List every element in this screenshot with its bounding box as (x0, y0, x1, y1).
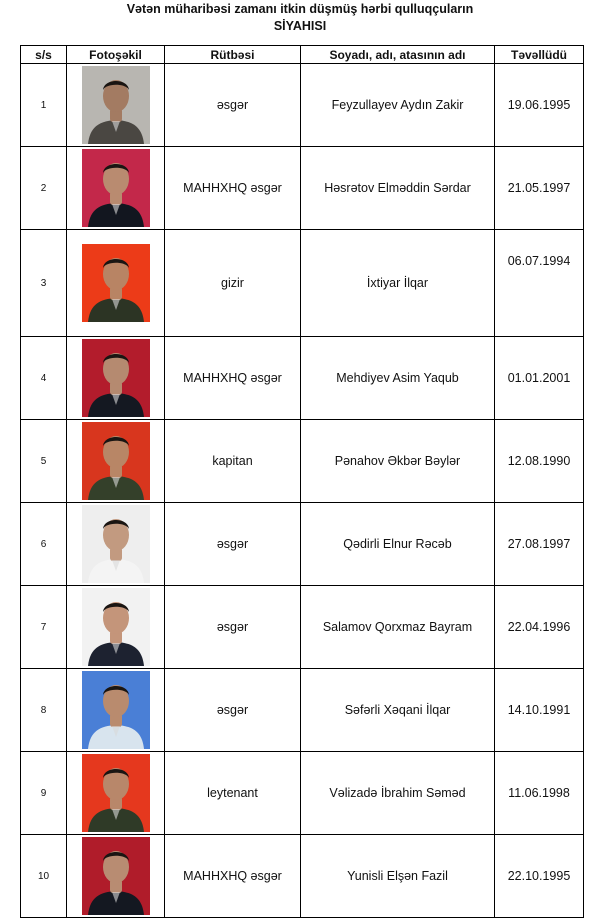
table-row (21, 669, 584, 752)
portrait-photo (82, 837, 150, 915)
personnel-table (20, 45, 584, 918)
row-number: 4 (21, 337, 67, 420)
photo-cell (67, 752, 165, 835)
photo-cell (67, 147, 165, 230)
full-name-cell: İxtiyar İlqar (301, 230, 495, 337)
rank-cell: MAHHXHQ əsgər (165, 337, 301, 420)
table-row (21, 835, 584, 918)
full-name-cell: Mehdiyev Asim Yaqub (301, 337, 495, 420)
birth-date-cell: 14.10.1991 (495, 669, 584, 752)
photo-cell (67, 230, 165, 337)
table-body (21, 64, 584, 918)
table-row (21, 337, 584, 420)
portrait-photo (82, 339, 150, 417)
portrait-photo (82, 588, 150, 666)
rank-cell: MAHHXHQ əsgər (165, 835, 301, 918)
birth-date-cell: 12.08.1990 (495, 420, 584, 503)
table-row (21, 230, 584, 337)
portrait-photo (82, 244, 150, 322)
portrait-photo (82, 754, 150, 832)
rank-cell: gizir (165, 230, 301, 337)
document-title (0, 0, 600, 35)
full-name-cell: Səfərli Xəqani İlqar (301, 669, 495, 752)
table-row (21, 503, 584, 586)
column-header-birth-date: Təvəllüdü (495, 46, 584, 64)
row-number: 9 (21, 752, 67, 835)
full-name-cell: Qədirli Elnur Rəcəb (301, 503, 495, 586)
row-number: 8 (21, 669, 67, 752)
photo-cell (67, 835, 165, 918)
table-row (21, 420, 584, 503)
title-line-2: SİYAHISI (273, 19, 327, 33)
photo-cell (67, 337, 165, 420)
birth-date-cell: 19.06.1995 (495, 64, 584, 147)
photo-cell (67, 669, 165, 752)
birth-date-cell: 22.04.1996 (495, 586, 584, 669)
birth-date-cell: 21.05.1997 (495, 147, 584, 230)
table-row (21, 586, 584, 669)
portrait-photo (82, 149, 150, 227)
row-number: 3 (21, 230, 67, 337)
portrait-photo (82, 671, 150, 749)
rank-cell: leytenant (165, 752, 301, 835)
header-row (21, 46, 584, 64)
birth-date-cell: 27.08.1997 (495, 503, 584, 586)
portrait-photo (82, 66, 150, 144)
photo-cell (67, 420, 165, 503)
photo-cell (67, 64, 165, 147)
birth-date-cell: 22.10.1995 (495, 835, 584, 918)
birth-date-cell: 01.01.2001 (495, 337, 584, 420)
column-header-photo: Fotoşəkil (67, 46, 165, 64)
full-name-cell: Pənahov Əkbər Bəylər (301, 420, 495, 503)
rank-cell: əsgər (165, 503, 301, 586)
portrait-photo (82, 422, 150, 500)
column-header-number: s/s (21, 46, 67, 64)
full-name-cell: Salamov Qorxmaz Bayram (301, 586, 495, 669)
photo-cell (67, 503, 165, 586)
table-row (21, 147, 584, 230)
full-name-cell: Həsrətov Elməddin Sərdar (301, 147, 495, 230)
full-name-cell: Vəlizadə İbrahim Səməd (301, 752, 495, 835)
photo-cell (67, 586, 165, 669)
rank-cell: əsgər (165, 64, 301, 147)
row-number: 10 (21, 835, 67, 918)
column-header-full-name: Soyadı, adı, atasının adı (301, 46, 495, 64)
birth-date-cell: 11.06.1998 (495, 752, 584, 835)
row-number: 6 (21, 503, 67, 586)
full-name-cell: Yunisli Elşən Fazil (301, 835, 495, 918)
title-line-1: Vətən müharibəsi zamanı itkin düşmüş hərbi qulluqçuların (126, 2, 474, 16)
rank-cell: MAHHXHQ əsgər (165, 147, 301, 230)
full-name-cell: Feyzullayev Aydın Zakir (301, 64, 495, 147)
row-number: 5 (21, 420, 67, 503)
table-row (21, 752, 584, 835)
rank-cell: kapitan (165, 420, 301, 503)
row-number: 7 (21, 586, 67, 669)
rank-cell: əsgər (165, 586, 301, 669)
portrait-photo (82, 505, 150, 583)
row-number: 2 (21, 147, 67, 230)
rank-cell: əsgər (165, 669, 301, 752)
row-number: 1 (21, 64, 67, 147)
table-row (21, 64, 584, 147)
birth-date-cell: 06.07.1994 (495, 230, 584, 337)
column-header-rank: Rütbəsi (165, 46, 301, 64)
